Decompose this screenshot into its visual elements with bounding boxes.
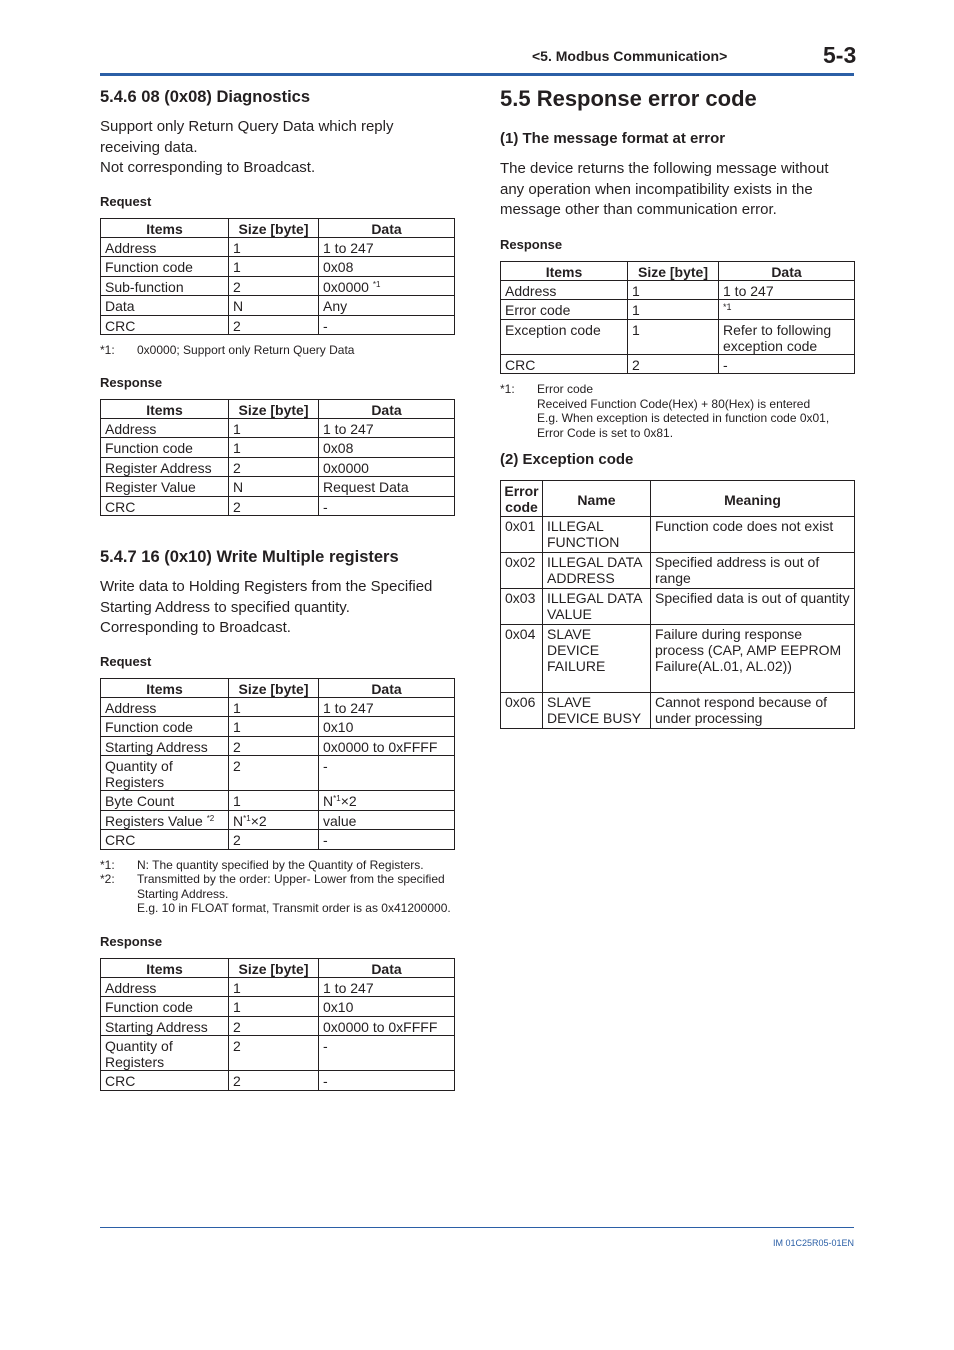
header-rule: [100, 73, 854, 76]
footnote-text: Transmitted by the order: Upper- Lower from the specified Starting Address.: [137, 872, 445, 901]
table-cell: CRC: [101, 1071, 229, 1091]
diagnostics-intro: Support only Return Query Data which reply receiving data.: [100, 118, 394, 156]
table-row: [101, 717, 455, 737]
footnote-mark: *1:: [500, 382, 515, 396]
chapter-title: <5. Modbus Communication>: [532, 48, 728, 64]
col-header: Error code: [501, 481, 543, 517]
table-cell: -: [319, 756, 455, 791]
table-cell: 0x04: [501, 625, 543, 693]
error-response-label: Response: [500, 236, 563, 252]
table-cell: 2: [628, 354, 719, 374]
table-row: [101, 697, 455, 717]
cell-suffix: ×2: [250, 812, 267, 829]
table-cell: SLAVE DEVICE FAILURE: [543, 625, 651, 693]
table-cell: Starting Address: [101, 1016, 229, 1036]
diagnostics-footnotes: [100, 343, 455, 358]
footnote-mark: *1:: [100, 343, 115, 357]
cell-value: Registers Value: [105, 812, 203, 829]
table-cell: 0x0000: [319, 457, 455, 477]
diagnostics-response-label: Response: [100, 374, 163, 390]
footnote-text: N: The quantity specified by the Quantity of Registers.: [137, 857, 424, 872]
table-cell: 0x0000 to 0xFFFF: [319, 736, 455, 756]
table-cell: Address: [101, 237, 229, 257]
table-cell: 1 to 247: [319, 697, 455, 717]
table-row: [101, 997, 455, 1017]
table-cell: Byte Count: [101, 791, 229, 811]
table-cell: Function code: [101, 257, 229, 277]
diagnostics-request-table: [100, 218, 455, 336]
write-multiple-response-label: Response: [100, 933, 163, 949]
table-cell: ILLEGAL DATA ADDRESS: [543, 553, 651, 589]
footnote-mark: *1: [243, 813, 251, 823]
col-header: Size [byte]: [229, 399, 319, 418]
table-cell: 1: [229, 418, 319, 438]
table-cell: CRC: [101, 315, 229, 335]
table-cell: Specified address is out of range: [651, 553, 855, 589]
table-row: [101, 418, 455, 438]
table-cell: Function code: [101, 717, 229, 737]
table-cell: Starting Address: [101, 736, 229, 756]
table-cell: Function code: [101, 997, 229, 1017]
table-cell: Address: [501, 280, 628, 300]
table-cell: ILLEGAL FUNCTION: [543, 517, 651, 553]
table-row: [501, 589, 855, 625]
table-cell: Data: [101, 296, 229, 316]
table-cell: 1 to 247: [319, 237, 455, 257]
table-cell: 1: [628, 319, 719, 354]
table-row: [101, 736, 455, 756]
table-cell: 1: [628, 280, 719, 300]
table-cell: 2: [229, 756, 319, 791]
table-cell: -: [319, 1071, 455, 1091]
table-cell: -: [319, 315, 455, 335]
table-row: [101, 296, 455, 316]
table-row: [501, 693, 855, 729]
footnote: [100, 872, 455, 916]
table-cell: 0x03: [501, 589, 543, 625]
table-row: [101, 1071, 455, 1091]
table-cell: 1: [628, 300, 719, 320]
table-cell: 2: [229, 1016, 319, 1036]
col-header: Data: [319, 958, 455, 977]
table-cell: 2: [229, 1071, 319, 1091]
table-cell: 0x10: [319, 997, 455, 1017]
table-row: [101, 977, 455, 997]
table-row: [101, 315, 455, 335]
table-header-row: [101, 399, 455, 418]
table-cell: Quantity of Registers: [101, 756, 229, 791]
response-error-intro: The device returns the following message without any operation when incompatibility exists in the message other than communication error.: [500, 160, 829, 218]
col-header: Items: [101, 678, 229, 697]
error-response-table: [500, 261, 855, 375]
footnote: [100, 343, 455, 358]
col-header: Data: [719, 261, 855, 280]
page-number: 5-3: [823, 42, 857, 68]
write-multiple-broadcast-note: Corresponding to Broadcast.: [100, 619, 291, 636]
table-cell: 1 to 247: [719, 280, 855, 300]
write-multiple-footnotes: [100, 858, 455, 916]
table-cell: 0x0000 to 0xFFFF: [319, 1016, 455, 1036]
table-cell: 0x06: [501, 693, 543, 729]
table-cell: Quantity of Registers: [101, 1036, 229, 1071]
table-cell: -: [719, 354, 855, 374]
table-cell: Specified data is out of quantity: [651, 589, 855, 625]
table-cell: [229, 810, 319, 830]
col-header: Items: [101, 399, 229, 418]
table-cell: Sub-function: [101, 276, 229, 296]
footnote-mark: *2: [206, 813, 215, 823]
table-cell: Register Address: [101, 457, 229, 477]
table-header-row: [501, 261, 855, 280]
left-column: [100, 86, 455, 1091]
subsection-title-exception-code: (2) Exception code: [500, 451, 634, 468]
table-cell: Failure during response process (CAP, AMP EEPROM Failure(AL.01, AL.02)): [651, 625, 855, 693]
col-header: Data: [319, 218, 455, 237]
table-row: [101, 457, 455, 477]
right-column: [500, 86, 855, 729]
footnote-body: [537, 382, 855, 440]
col-header: Data: [319, 399, 455, 418]
table-row: [101, 756, 455, 791]
table-cell: 1 to 247: [319, 418, 455, 438]
col-header: Items: [101, 218, 229, 237]
table-cell: 1: [229, 697, 319, 717]
table-row: [101, 477, 455, 497]
table-cell: CRC: [101, 830, 229, 850]
table-cell: ILLEGAL DATA VALUE: [543, 589, 651, 625]
table-cell: CRC: [501, 354, 628, 374]
table-cell: 0x08: [319, 438, 455, 458]
footnote-text: 0x0000; Support only Return Query Data: [137, 343, 355, 357]
table-cell: Refer to following exception code: [719, 319, 855, 354]
footer-rule: [100, 1227, 854, 1228]
table-cell: -: [319, 1036, 455, 1071]
table-cell: [101, 810, 229, 830]
cell-suffix: ×2: [340, 793, 357, 809]
footnote-text: E.g. 10 in FLOAT format, Transmit order is as 0x41200000.: [137, 901, 451, 915]
table-row: [101, 438, 455, 458]
col-header: Name: [543, 481, 651, 517]
footnote-text: E.g. When exception is detected in function code 0x01, Error Code is set to 0x81.: [537, 411, 830, 440]
section-title-diagnostics: 5.4.6 08 (0x08) Diagnostics: [100, 88, 311, 106]
col-header: Meaning: [651, 481, 855, 517]
col-header: Data: [319, 678, 455, 697]
table-row: [501, 300, 855, 320]
table-cell: 1: [229, 257, 319, 277]
table-cell: 2: [229, 736, 319, 756]
diagnostics-request-label: Request: [100, 193, 152, 209]
table-cell: [319, 791, 455, 811]
table-cell: CRC: [101, 496, 229, 516]
table-cell: N: [229, 296, 319, 316]
table-header-row: [501, 481, 855, 517]
table-cell: 1: [229, 977, 319, 997]
table-cell: 1: [229, 997, 319, 1017]
exception-code-table: [500, 480, 855, 729]
section-title-write-multiple: 5.4.7 16 (0x10) Write Multiple registers: [100, 548, 399, 566]
table-row: [501, 553, 855, 589]
table-cell: 1: [229, 717, 319, 737]
table-cell: Address: [101, 418, 229, 438]
diagnostics-response-table: [100, 399, 455, 517]
table-cell: value: [319, 810, 455, 830]
footnote-mark: *1: [333, 794, 341, 803]
col-header: Size [byte]: [229, 678, 319, 697]
col-header: Size [byte]: [628, 261, 719, 280]
footnote-mark: *1: [372, 279, 381, 289]
col-header: Size [byte]: [229, 218, 319, 237]
col-header: Size [byte]: [229, 958, 319, 977]
table-row: [101, 237, 455, 257]
table-cell: Cannot respond because of under processing: [651, 693, 855, 729]
table-cell: 2: [229, 457, 319, 477]
footnote: [100, 858, 455, 873]
footnote-text: Received Function Code(Hex) + 80(Hex) is entered: [537, 396, 811, 411]
table-cell: *1: [719, 300, 855, 320]
table-cell: 2: [229, 315, 319, 335]
table-cell: 0x02: [501, 553, 543, 589]
table-cell: 2: [229, 830, 319, 850]
table-cell: 0x08: [319, 257, 455, 277]
table-row: [501, 319, 855, 354]
table-row: [101, 257, 455, 277]
table-row: [501, 517, 855, 553]
subsection-title-message-format: (1) The message format at error: [500, 130, 726, 147]
table-row: [101, 830, 455, 850]
table-cell: -: [319, 496, 455, 516]
footnote: [500, 382, 855, 440]
table-row: [101, 496, 455, 516]
table-cell: Function code does not exist: [651, 517, 855, 553]
error-response-footnotes: [500, 382, 855, 440]
write-multiple-intro: Write data to Holding Registers from the Specified Starting Address to specified quantity.: [100, 578, 433, 616]
table-row: [101, 1016, 455, 1036]
table-cell: -: [319, 830, 455, 850]
col-header: Items: [101, 958, 229, 977]
table-cell: 1 to 247: [319, 977, 455, 997]
footnote-mark: *2:: [100, 872, 115, 886]
write-multiple-response-table: [100, 958, 455, 1091]
table-row: [501, 354, 855, 374]
table-cell: Address: [101, 697, 229, 717]
section-title-response-error-code: 5.5 Response error code: [500, 86, 757, 111]
table-cell: 2: [229, 496, 319, 516]
cell-value: 0x0000: [323, 278, 369, 295]
table-cell: Function code: [101, 438, 229, 458]
table-cell: 2: [229, 276, 319, 296]
table-cell: 0x01: [501, 517, 543, 553]
table-cell: SLAVE DEVICE BUSY: [543, 693, 651, 729]
diagnostics-broadcast-note: Not corresponding to Broadcast.: [100, 159, 316, 176]
table-cell: Request Data: [319, 477, 455, 497]
table-header-row: [101, 218, 455, 237]
table-cell: 1: [229, 791, 319, 811]
col-header: Items: [501, 261, 628, 280]
table-row: [101, 791, 455, 811]
table-header-row: [101, 958, 455, 977]
table-cell: Any: [319, 296, 455, 316]
table-row: [101, 810, 455, 830]
table-cell: N: [229, 477, 319, 497]
table-cell: Exception code: [501, 319, 628, 354]
table-cell: 1: [229, 237, 319, 257]
cell-value: N: [233, 812, 244, 829]
table-cell: 0x10: [319, 717, 455, 737]
table-cell: 2: [229, 1036, 319, 1071]
table-row: [101, 276, 455, 296]
table-cell: Address: [101, 977, 229, 997]
table-cell: 1: [229, 438, 319, 458]
cell-value: N: [323, 793, 334, 809]
document-id: IM 01C25R05-01EN: [772, 1238, 854, 1248]
table-cell: Error code: [501, 300, 628, 320]
footnote-mark: *1:: [100, 857, 115, 872]
table-header-row: [101, 678, 455, 697]
table-row: [101, 1036, 455, 1071]
write-multiple-request-label: Request: [100, 653, 152, 669]
table-row: [501, 280, 855, 300]
write-multiple-request-table: [100, 678, 455, 850]
table-row: [501, 625, 855, 693]
table-cell: [319, 276, 455, 296]
footnote-body: [137, 872, 455, 916]
footnote-text: Error code: [537, 382, 594, 396]
table-cell: Register Value: [101, 477, 229, 497]
